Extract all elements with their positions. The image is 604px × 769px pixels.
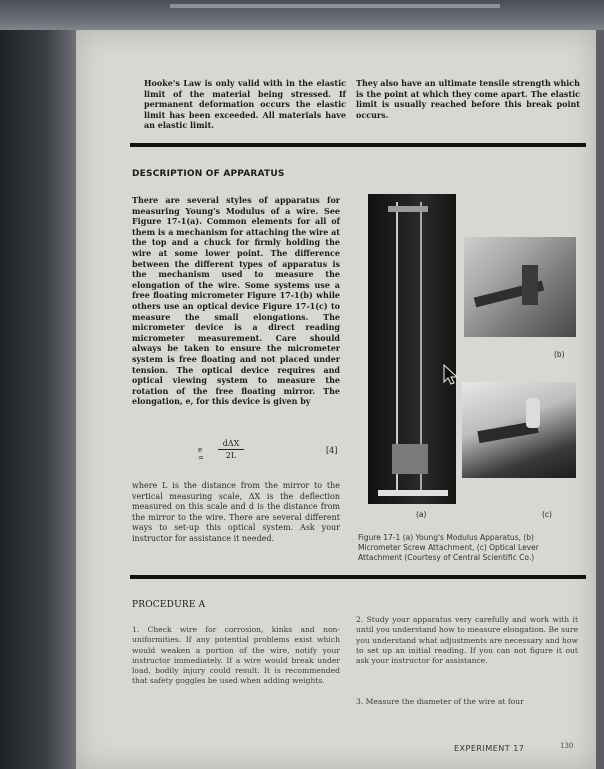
procedure-step-2: 2. Study your apparatus very carefully and work with it until you understand how to measure elongation. Be sure you understand what adjustments are necessary and how to set up an initial reading. If you can not figure it out ask your instructor for assistance.: [356, 615, 578, 666]
description-after: where L is the distance from the mirror to the vertical measuring scale, ΔX is the deflection measured on this scale and d is the distance from the mirror to the wire. There are several different ways to set-up this optical system. Ask your instructor for assistance it needed.: [132, 481, 340, 543]
hooke-left-text: Hooke's Law is only valid with in the elastic limit of the material being stressed. If permanent deformation occurs the elastic limit has been exceeded. All materials have an elastic limit.: [144, 78, 346, 131]
mirror: [526, 398, 540, 428]
procedure-step-1: 1. Check wire for corrosion, kinks and non-uniformities. If any potential problems exist which would weaken a portion of the wire, notify your instructor immediately. If a wire would break under load, bodily injury could result. It is recommended that safety goggles be used when adding weights.: [132, 625, 340, 686]
equation-denominator: 2L: [225, 451, 237, 460]
page-number: 130: [560, 742, 574, 750]
weight-holder: [392, 444, 428, 474]
strip-highlight: [170, 4, 500, 8]
photo-micrometer-b: [464, 237, 576, 337]
description-heading: DESCRIPTION OF APPARATUS: [132, 169, 285, 179]
figure-label-b: (b): [554, 350, 565, 359]
figure-caption: Figure 17-1 (a) Young's Modulus Apparatus, (b) Micrometer Screw Attachment, (c) Optical Lever Attachment (Courtesy of Central Scientific Co.): [358, 533, 539, 562]
section-rule: [130, 143, 586, 147]
base: [378, 490, 448, 496]
equation-tag: [4]: [326, 446, 338, 455]
section-rule: [130, 575, 586, 579]
procedure-heading: PROCEDURE A: [132, 600, 206, 610]
background-strip: [0, 0, 604, 34]
description-body: There are several styles of apparatus for measuring Young's Modulus of a wire. See Figure 17-1(a). Common elements for all of them is a mechanism for attaching the wire at the top and a chuck for firmly holding the wire at some lower point. The difference between the different types of apparatus is the mechanism used to measure the elongation of the wire. Some systems use a free floating micrometer Figure 17-1(b) while others use an optical device Figure 17-1(c) to measure the small elongations. The micrometer device is a direct reading micrometer measurement. Care should always be taken to ensure the micrometer system is free floating and not placed under tension. The optical device requires and optical viewing system to measure the rotation of the free floating mirror. The elongation, e, for this device is given by: [132, 195, 340, 407]
figure-label-c: (c): [542, 510, 552, 519]
footer-experiment-label: EXPERIMENT 17: [454, 744, 525, 753]
top-clamp: [388, 206, 428, 212]
fraction-line: [218, 449, 244, 450]
micrometer-screw: [522, 265, 538, 305]
equation-lhs: e =: [198, 446, 204, 462]
procedure-step-3: 3. Measure the diameter of the wire at four: [356, 697, 524, 706]
figure-label-a: (a): [416, 510, 427, 519]
photo-optical-c: [462, 382, 576, 478]
hooke-right-text: They also have an ultimate tensile strength which is the point at which they come apart. The elastic limit is usually reached before this break point occurs.: [356, 78, 580, 120]
photo-apparatus-a: [368, 194, 456, 504]
document-page: [76, 30, 596, 769]
equation-numerator: dΔX: [222, 439, 240, 448]
equation-fraction: [218, 439, 244, 460]
background-left: [0, 30, 76, 769]
